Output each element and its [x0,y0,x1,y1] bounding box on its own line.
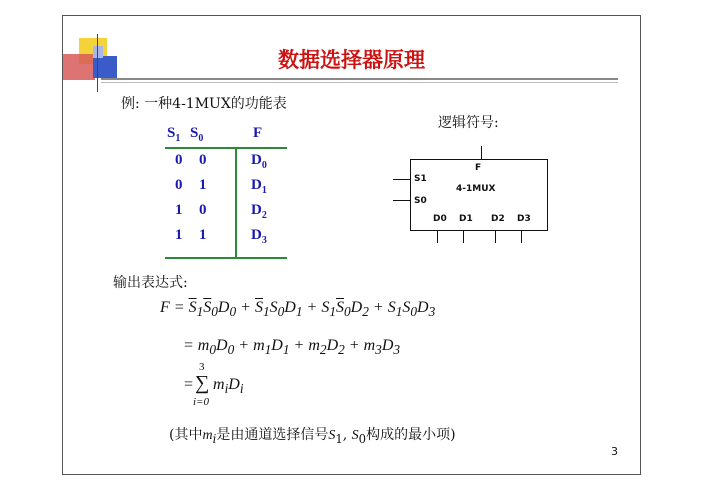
table-row-2-s1: 0 [175,177,183,193]
note-text: (其中$m_i$是由通道选择信号$S_1$, $S_0$构成的最小项) [169,427,456,446]
title-divider-thin [101,82,618,83]
equation-line-3-equals: = [183,376,194,393]
table-row-2-s0: 1 [199,177,207,193]
table-row-3-s0: 0 [199,202,207,218]
title-divider [101,78,618,80]
sum-symbol: ∑ [195,372,210,394]
expression-label: 输出表达式: [113,275,188,291]
mux-s0-label: S0 [414,196,427,206]
equation-line-2: = $m_0D_0 + m_1D_1 + m_2D_2 + m_3D_3$ [183,337,401,358]
table-column-rule [235,149,237,257]
table-row-1-s0: 0 [199,152,207,168]
mux-d3-pin [521,231,522,243]
mux-output-pin [481,146,482,159]
mux-name-label: 4-1MUX [456,184,496,194]
mux-output-label: F [475,163,482,173]
table-row-4-s1: 1 [175,227,183,243]
mux-d1-label: D1 [459,214,473,224]
table-row-1-s1: 0 [175,152,183,168]
table-bottom-rule [165,257,287,259]
page-number: 3 [611,445,618,458]
slide [62,15,641,475]
table-row-3-f: $D_2$ [251,202,267,221]
logic-symbol-label: 逻辑符号: [438,115,499,131]
page-title: 数据选择器原理 [278,48,425,72]
table-row-3-s1: 1 [175,202,183,218]
mux-d0-pin [437,231,438,243]
table-header-f: F [253,125,263,141]
mux-d0-label: D0 [433,214,447,224]
table-row-2-f: $D_1$ [251,177,267,196]
sum-upper-limit: 3 [199,361,205,373]
table-row-4-s0: 1 [199,227,207,243]
sum-body: $m_iD_i$ [213,376,244,397]
example-label: 例: 一种4-1MUX的功能表 [121,96,287,112]
mux-d2-pin [495,231,496,243]
mux-s0-pin [393,200,410,201]
mux-s1-pin [393,179,410,180]
mux-d3-label: D3 [517,214,531,224]
table-row-1-f: $D_0$ [251,152,267,171]
mux-s1-label: S1 [414,174,427,184]
sum-lower-limit: i=0 [193,396,209,408]
table-header-s1: $S_1$ [167,125,181,144]
mux-d1-pin [463,231,464,243]
table-header-rule [165,147,287,149]
mux-logic-symbol [410,159,548,231]
table-header-s0: $S_0$ [190,125,204,144]
table-row-4-f: $D_3$ [251,227,267,246]
mux-d2-label: D2 [491,214,505,224]
equation-line-1: $F = \overline{S}_1\overline{S}_0D_0 + \overline{S}_1S_0D_1 + S_1\overline{S}_0D_2 + S_1S_0D_3$ [160,299,436,320]
